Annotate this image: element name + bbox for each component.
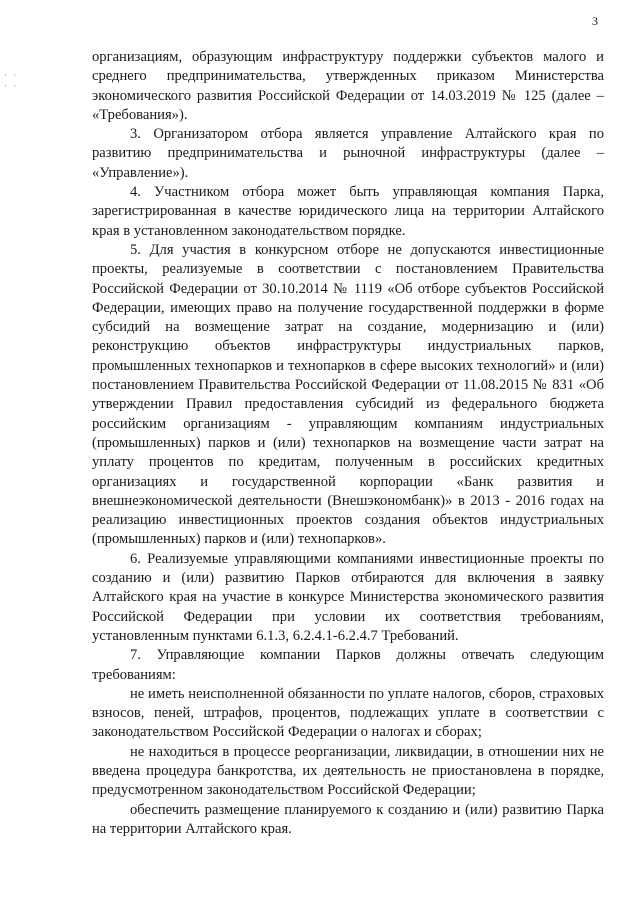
paragraph-item-4: 4. Участником отбора может быть управляющая компания Парка, зарегистрированная в качестве юридического лица на территории Алтайского края в установленном законодательством порядке. (92, 184, 604, 239)
paragraph-item-5: 5. Для участия в конкурсном отборе не допускаются инвестиционные проекты, реализуемые в соответствии с постановлением Правительства Российской Федерации от 30.10.2014 № 1119 «Об отборе субъектов Российской Федерации, имеющих право на получение государственной поддержки в форме субсидий на возмещение затрат на создание, модернизацию и (или) реконструкцию объектов инфраструктуры индустриальных парков, промышленных технопарков и технопарков в сфере высоких технологий» и (или) постановлением Правительства Российской Федерации от 11.08.2015 № 831 «Об утверждении Правил предоставления субсидий из федерального бюджета российским организациям - управляющим компаниям индустриальных (промышленных) парков и (или) технопарков на возмещение части затрат на уплату процентов по кредитам, полученным в российских кредитных организациях и государственной корпорации «Банк развития и внешнеэкономической деятельности (Внешэкономбанк)» в 2013 - 2016 годах на реализацию инвестиционных проектов создания объектов индустриальных (промышленных) парков и (или) технопарков». (92, 241, 604, 548)
paragraph-item-3: 3. Организатором отбора является управление Алтайского края по развитию предпринимательства и рыночной инфраструктуры (далее – «Управление»). (92, 126, 604, 181)
margin-marks (4, 70, 18, 92)
paragraph-continuation: организациям, образующим инфраструктуру поддержки субъектов малого и среднего предпринимательства, утвержденных приказом Министерства экономического развития Российской Федерации от 14.03.2019 № 125 (далее – «Требования»). (92, 49, 604, 123)
page-number: 3 (592, 14, 598, 28)
document-body (92, 48, 604, 839)
paragraph-item-7: 7. Управляющие компании Парков должны отвечать следующим требованиям: (92, 647, 604, 683)
margin-mark: · · (4, 81, 19, 91)
requirement-reorganization: не находиться в процессе реорганизации, ликвидации, в отношении них не введена процедура банкротства, их деятельность не приостановлена в порядке, предусмотренном законодательством Российской Федерации; (92, 743, 604, 799)
requirement-taxes: не иметь неисполненной обязанности по уплате налогов, сборов, страховых взносов, пеней, штрафов, процентов, подлежащих уплате в соответствии с законодательством Российской Федерации о налогах и сборах; (92, 685, 604, 741)
requirement-placement: обеспечить размещение планируемого к созданию и (или) развитию Парка на территории Алтайского края. (92, 801, 604, 837)
margin-mark: · · (4, 70, 19, 80)
paragraph-item-6: 6. Реализуемые управляющими компаниями инвестиционные проекты по созданию и (или) развитию Парков отбираются для включения в заявку Алтайского края на участие в конкурсе Министерства экономического развития Российской Федерации при условии их соответствия требованиям, установленным пунктами 6.1.3, 6.2.4.1-6.2.4.7 Требований. (92, 550, 604, 644)
